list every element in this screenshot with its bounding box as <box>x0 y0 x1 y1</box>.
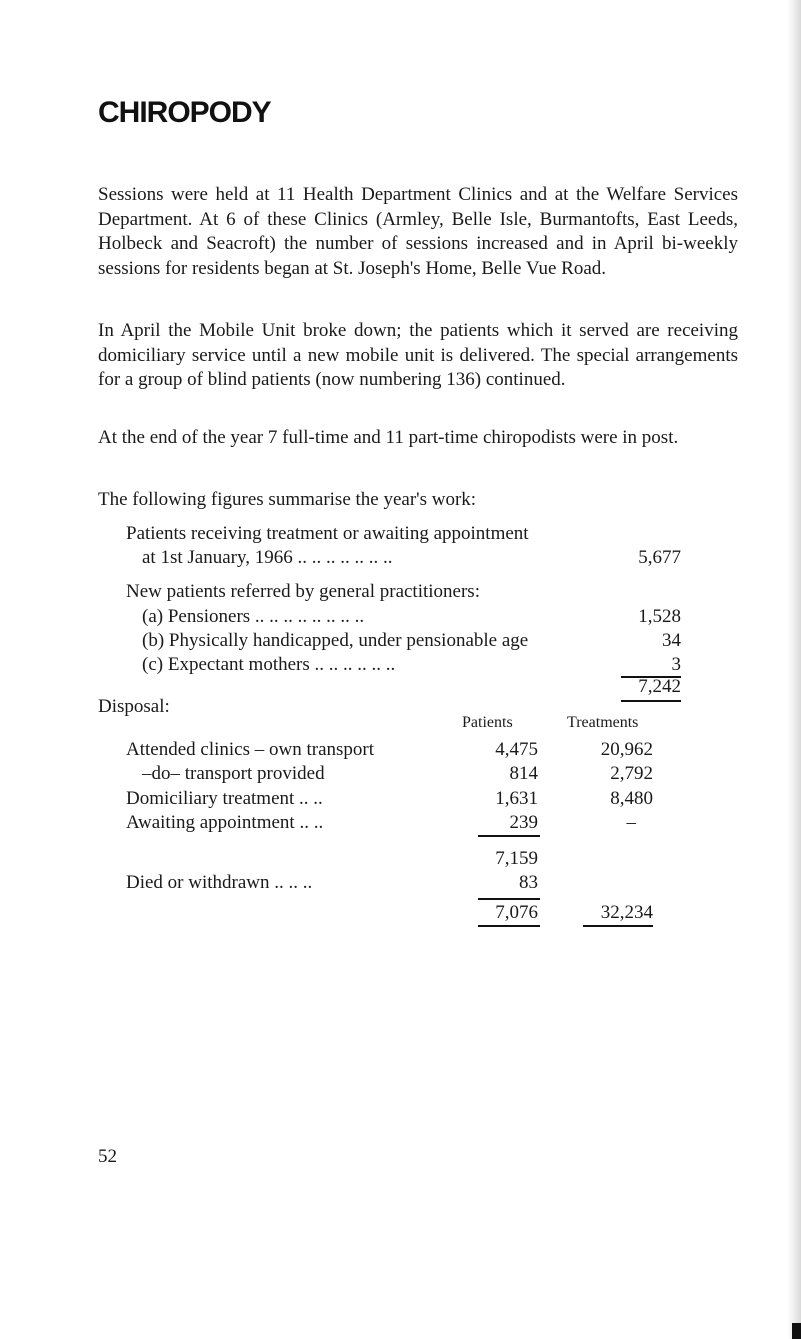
referred-total: 7,242 <box>638 676 681 697</box>
total-patients-underline <box>478 925 540 927</box>
referred-total-underline <box>621 700 681 702</box>
column-treatments: Treatments <box>567 714 639 731</box>
referred-expectant-label: (c) Expectant mothers .. .. .. .. .. .. <box>142 654 396 675</box>
subtotal-rule <box>478 835 540 837</box>
paragraph-mobile-unit: In April the Mobile Unit broke down; the patients which it served are receiving domiciliary service until a new mobile unit is delivered. The special arrangements for a group of blind patients (now numbering 136) continued. <box>98 320 738 390</box>
page-edge-shadow <box>787 0 801 1339</box>
total-patients: 7,076 <box>495 902 538 923</box>
scan-mark <box>792 1323 801 1339</box>
patients-line-1: Patients receiving treatment or awaiting appointment <box>126 523 529 544</box>
total-treatments: 32,234 <box>600 902 653 923</box>
referred-pensioners-value: 1,528 <box>638 606 681 627</box>
row-transport-provided-patients: 814 <box>509 763 538 784</box>
row-own-transport-label: Attended clinics – own transport <box>126 739 375 760</box>
referred-expectant-value: 3 <box>671 654 681 675</box>
row-domiciliary-patients: 1,631 <box>495 788 538 809</box>
patients-value: 5,677 <box>638 547 681 568</box>
row-own-transport-patients: 4,475 <box>495 739 538 760</box>
row-transport-provided-label: –do– transport provided <box>142 763 325 784</box>
referred-handicapped-label: (b) Physically handicapped, under pensionable age <box>142 630 529 651</box>
page-title: CHIROPODY <box>98 96 271 129</box>
row-awaiting-patients: 239 <box>509 812 538 833</box>
subtotal-patients: 7,159 <box>495 848 538 869</box>
paragraph-sessions: Sessions were held at 11 Health Department Clinics and at the Welfare Services Department. At 6 of these Clinics (Armley, Belle Isle, Burmantofts, East Leeds, Holbeck and Seacroft) the number of sessions increased and in April bi-weekly sessions for residents began at St. Joseph's Home, Belle Vue Road. <box>98 184 738 279</box>
total-rule-top <box>478 898 540 900</box>
died-withdrawn-patients: 83 <box>519 872 538 893</box>
page-number: 52 <box>98 1146 117 1167</box>
referred-heading: New patients referred by general practitioners: <box>126 581 480 602</box>
total-treatments-underline <box>583 925 653 927</box>
referred-handicapped-value: 34 <box>662 630 681 651</box>
column-patients: Patients <box>462 714 513 731</box>
row-awaiting-label: Awaiting appointment .. .. <box>126 812 324 833</box>
row-awaiting-treatments: – <box>626 812 636 833</box>
patients-line-2: at 1st January, 1966 .. .. .. .. .. .. .. <box>142 547 393 568</box>
row-transport-provided-treatments: 2,792 <box>610 763 653 784</box>
referred-pensioners-label: (a) Pensioners .. .. .. .. .. .. .. .. <box>142 606 365 627</box>
died-withdrawn-label: Died or withdrawn .. .. .. <box>126 872 313 893</box>
paragraph-staff: At the end of the year 7 full-time and 11 part-time chiropodists were in post. <box>98 427 679 448</box>
row-domiciliary-label: Domiciliary treatment .. .. <box>126 788 323 809</box>
disposal-heading: Disposal: <box>98 696 170 717</box>
row-domiciliary-treatments: 8,480 <box>610 788 653 809</box>
paragraph-summary-intro: The following figures summarise the year's work: <box>98 489 477 510</box>
row-own-transport-treatments: 20,962 <box>600 739 653 760</box>
